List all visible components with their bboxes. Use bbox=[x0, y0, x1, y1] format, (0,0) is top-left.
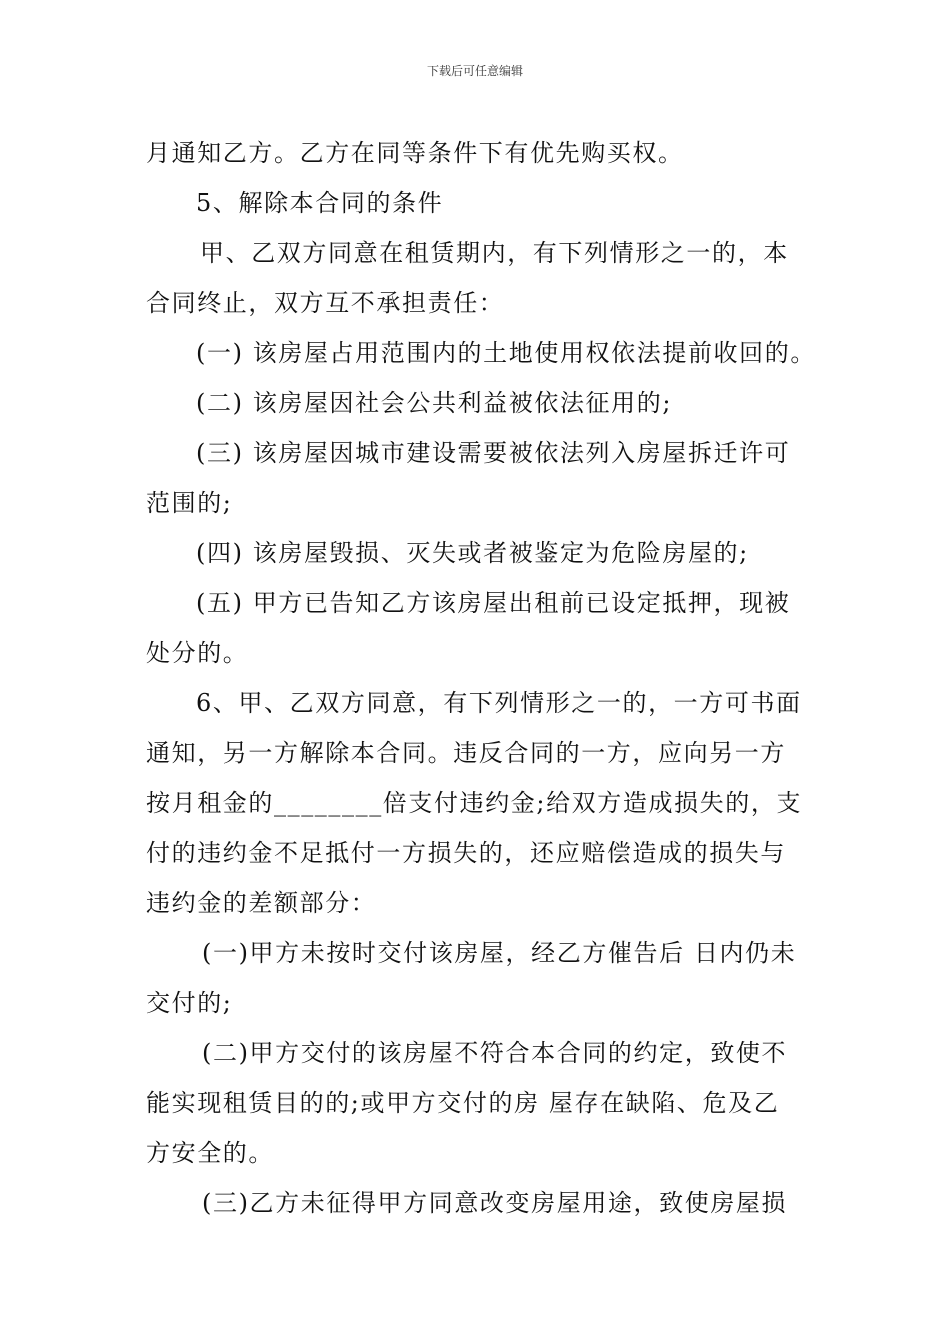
text-line: 通知，另一方解除本合同。违反合同的一方，应向另一方 bbox=[146, 739, 786, 767]
document-body bbox=[146, 128, 816, 1228]
text-line: 付的违约金不足抵付一方损失的，还应赔偿造成的损失与 bbox=[146, 839, 786, 867]
text-line: 月通知乙方。乙方在同等条件下有优先购买权。 bbox=[146, 139, 684, 167]
text-line: 违约金的差额部分： bbox=[146, 889, 377, 917]
text-line: 处分的。 bbox=[146, 639, 249, 667]
text-line: 方安全的。 bbox=[146, 1139, 274, 1167]
text-line: 甲、乙双方同意在租赁期内，有下列情形之一的，本 bbox=[200, 239, 789, 267]
list-item: (二) 该房屋因社会公共利益被依法征用的; bbox=[196, 389, 673, 417]
list-item: (三) 该房屋因城市建设需要被依法列入房屋拆迁许可 bbox=[196, 439, 791, 467]
list-item: (五) 甲方已告知乙方该房屋出租前已设定抵押，现被 bbox=[196, 589, 791, 617]
section-heading: 5、解除本合同的条件 bbox=[196, 189, 444, 217]
text-line: 合同终止，双方互不承担责任： bbox=[146, 289, 505, 317]
text-line: 能实现租赁目的的;或甲方交付的房 屋存在缺陷、危及乙 bbox=[146, 1089, 780, 1117]
list-item: (二)甲方交付的该房屋不符合本合同的约定，致使不 bbox=[202, 1039, 788, 1067]
list-item: (四) 该房屋毁损、灭失或者被鉴定为危险房屋的; bbox=[196, 539, 749, 567]
list-item: (一)甲方未按时交付该房屋，经乙方催告后 日内仍未 bbox=[202, 939, 797, 967]
list-item: (一) 该房屋占用范围内的土地使用权依法提前收回的。 bbox=[196, 339, 816, 367]
text-line: 按月租金的________倍支付违约金;给双方造成损失的，支 bbox=[146, 789, 803, 817]
text-line: 范围的; bbox=[146, 489, 233, 517]
text-line: 交付的; bbox=[146, 989, 233, 1017]
section-heading: 6、甲、乙双方同意，有下列情形之一的，一方可书面 bbox=[196, 689, 802, 717]
list-item: (三)乙方未征得甲方同意改变房屋用途，致使房屋损 bbox=[202, 1189, 788, 1217]
page-header: 下载后可任意编辑 bbox=[426, 64, 523, 78]
